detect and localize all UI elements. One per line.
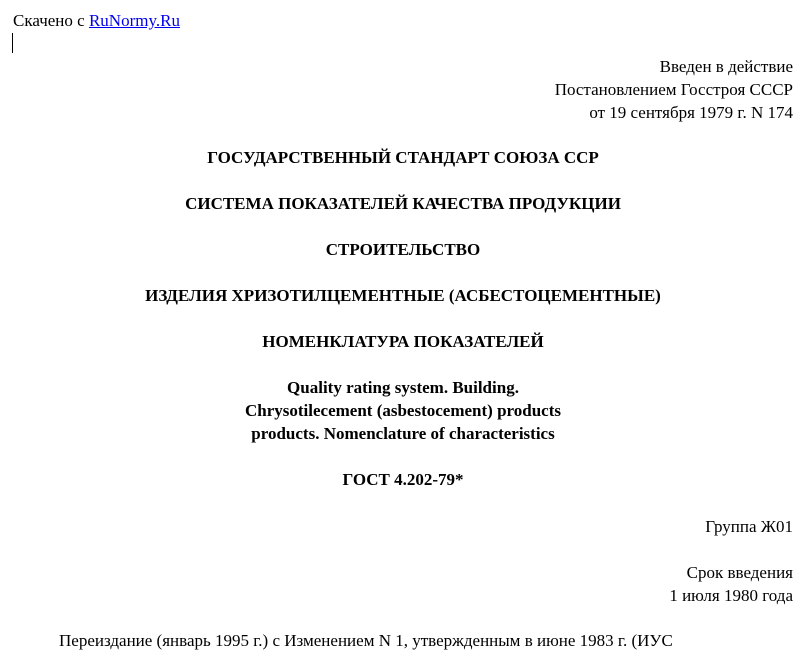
effective-date-label: Срок введения (686, 563, 793, 582)
state-standard-heading: ГОСУДАРСТВЕННЫЙ СТАНДАРТ СОЮЗА ССР (207, 148, 599, 167)
source-link[interactable]: RuNormy.Ru (88, 11, 180, 30)
source-line (13, 9, 180, 32)
gost-number: ГОСТ 4.202-79* (342, 470, 464, 489)
products-heading: ИЗДЕЛИЯ ХРИЗОТИЛЦЕМЕНТНЫЕ (АСБЕСТОЦЕМЕНТНЫЕ) (145, 286, 661, 305)
nomenclature-heading: НОМЕНКЛАТУРА ПОКАЗАТЕЛЕЙ (262, 332, 544, 351)
english-title (0, 376, 799, 445)
english-title-line-1: Quality rating system. Building. (287, 378, 519, 397)
construction-heading: СТРОИТЕЛЬСТВО (325, 240, 481, 259)
effective-date-note (669, 561, 793, 607)
reissue-note: Переиздание (январь 1995 г.) с Изменением N 1, утвержденным в июне 1983 г. (ИУС (59, 631, 673, 650)
english-title-line-2: Chrysotilecement (asbestocement) products (244, 401, 561, 420)
system-heading: СИСТЕМА ПОКАЗАТЕЛЕЙ КАЧЕСТВА ПРОДУКЦИИ (185, 194, 621, 213)
enactment-line-3: от 19 сентября 1979 г. N 174 (589, 103, 793, 122)
effective-date-value: 1 июля 1980 года (669, 586, 793, 605)
english-title-line-3: products. Nomenclature of characteristics (251, 424, 555, 443)
group-code: Группа Ж01 (705, 517, 793, 536)
enactment-line-2: Постановлением Госстроя СССР (554, 80, 793, 99)
enactment-line-1: Введен в действие (659, 57, 793, 76)
text-cursor (12, 33, 13, 53)
enactment-note (555, 55, 793, 124)
source-prefix: Скачено с (13, 11, 89, 30)
